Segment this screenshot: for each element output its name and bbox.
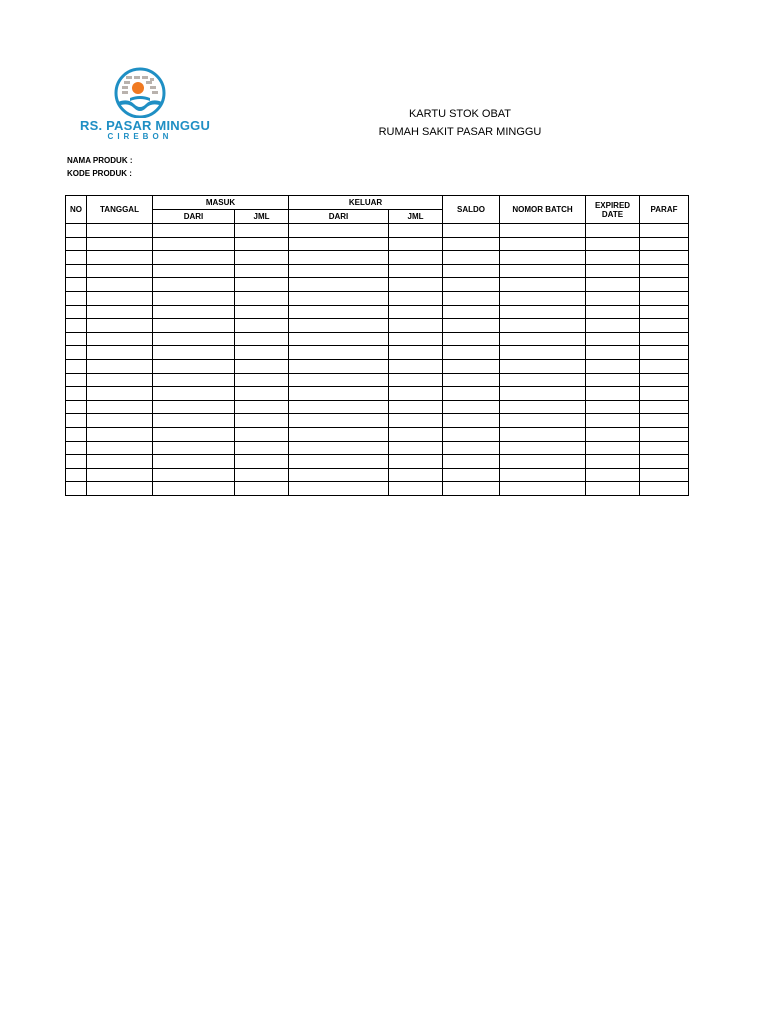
table-cell (66, 427, 87, 441)
table-cell (87, 373, 153, 387)
table-cell (235, 278, 289, 292)
table-cell (640, 414, 689, 428)
table-cell (586, 291, 640, 305)
table-cell (66, 319, 87, 333)
table-cell (289, 414, 389, 428)
logo-name: RS. PASAR MINGGU (80, 118, 211, 133)
table-cell (66, 400, 87, 414)
table-cell (87, 468, 153, 482)
table-row (66, 387, 689, 401)
table-cell (153, 264, 235, 278)
table-cell (289, 359, 389, 373)
table-cell (500, 237, 586, 251)
table-cell (389, 468, 443, 482)
table-cell (66, 346, 87, 360)
table-cell (500, 373, 586, 387)
header-saldo: SALDO (443, 196, 500, 224)
table-cell (289, 264, 389, 278)
table-cell (66, 482, 87, 496)
table-row (66, 224, 689, 238)
table-cell (153, 455, 235, 469)
logo-city: CIREBON (107, 132, 173, 141)
table-cell (66, 251, 87, 265)
table-cell (153, 468, 235, 482)
table-cell (640, 387, 689, 401)
table-cell (443, 264, 500, 278)
table-cell (443, 373, 500, 387)
table-cell (289, 224, 389, 238)
table-cell (235, 455, 289, 469)
table-cell (289, 427, 389, 441)
table-cell (289, 305, 389, 319)
table-cell (500, 441, 586, 455)
table-cell (153, 346, 235, 360)
stock-table-body (66, 224, 689, 496)
table-cell (66, 264, 87, 278)
table-cell (235, 400, 289, 414)
table-cell (87, 237, 153, 251)
table-row (66, 278, 689, 292)
table-cell (66, 455, 87, 469)
table-cell (66, 441, 87, 455)
table-row (66, 400, 689, 414)
table-cell (235, 251, 289, 265)
table-cell (586, 441, 640, 455)
table-cell (443, 278, 500, 292)
table-cell (87, 414, 153, 428)
table-cell (153, 251, 235, 265)
table-cell (640, 251, 689, 265)
document-subtitle: RUMAH SAKIT PASAR MINGGU (378, 126, 542, 138)
table-cell (500, 291, 586, 305)
table-cell (443, 332, 500, 346)
table-row (66, 346, 689, 360)
table-cell (235, 373, 289, 387)
table-cell (500, 482, 586, 496)
table-cell (389, 319, 443, 333)
table-cell (87, 319, 153, 333)
table-cell (443, 291, 500, 305)
table-cell (289, 373, 389, 387)
table-cell (235, 359, 289, 373)
table-cell (153, 278, 235, 292)
table-cell (389, 482, 443, 496)
table-cell (87, 482, 153, 496)
table-cell (289, 455, 389, 469)
table-cell (640, 319, 689, 333)
table-cell (443, 319, 500, 333)
table-cell (500, 319, 586, 333)
table-cell (500, 400, 586, 414)
table-cell (153, 291, 235, 305)
table-cell (153, 400, 235, 414)
table-row (66, 455, 689, 469)
table-cell (640, 346, 689, 360)
header-paraf: PARAF (640, 196, 689, 224)
document-title: KARTU STOK OBAT (408, 108, 512, 120)
table-cell (500, 332, 586, 346)
table-row (66, 441, 689, 455)
table-cell (443, 224, 500, 238)
table-cell (153, 414, 235, 428)
table-cell (235, 332, 289, 346)
table-cell (389, 427, 443, 441)
table-cell (153, 387, 235, 401)
table-cell (500, 264, 586, 278)
table-cell (586, 414, 640, 428)
header-nomor-batch: NOMOR BATCH (500, 196, 586, 224)
table-cell (389, 359, 443, 373)
hospital-emblem-icon (108, 66, 172, 118)
table-cell (289, 468, 389, 482)
table-cell (289, 319, 389, 333)
table-cell (443, 400, 500, 414)
table-row (66, 414, 689, 428)
table-row (66, 427, 689, 441)
table-cell (586, 427, 640, 441)
table-cell (389, 387, 443, 401)
kode-produk-label: KODE PRODUK : (67, 169, 132, 178)
table-row (66, 237, 689, 251)
table-cell (586, 387, 640, 401)
table-cell (66, 291, 87, 305)
table-row (66, 251, 689, 265)
table-row (66, 332, 689, 346)
table-cell (389, 346, 443, 360)
table-cell (500, 387, 586, 401)
table-cell (443, 468, 500, 482)
table-cell (640, 359, 689, 373)
table-cell (500, 468, 586, 482)
table-cell (586, 332, 640, 346)
table-cell (66, 237, 87, 251)
table-cell (289, 441, 389, 455)
table-cell (640, 237, 689, 251)
table-cell (289, 251, 389, 265)
table-cell (66, 224, 87, 238)
table-cell (389, 373, 443, 387)
table-cell (289, 237, 389, 251)
table-cell (153, 319, 235, 333)
header-no: NO (66, 196, 87, 224)
table-cell (87, 387, 153, 401)
table-cell (87, 332, 153, 346)
table-cell (500, 414, 586, 428)
header-masuk-dari: DARI (153, 210, 235, 224)
table-cell (640, 400, 689, 414)
table-cell (289, 291, 389, 305)
table-row (66, 291, 689, 305)
table-cell (640, 224, 689, 238)
table-cell (640, 427, 689, 441)
table-cell (235, 237, 289, 251)
table-cell (235, 264, 289, 278)
table-cell (389, 400, 443, 414)
table-cell (389, 237, 443, 251)
table-cell (87, 359, 153, 373)
table-cell (235, 468, 289, 482)
table-cell (586, 264, 640, 278)
table-cell (289, 332, 389, 346)
table-cell (87, 441, 153, 455)
table-cell (66, 278, 87, 292)
table-row (66, 359, 689, 373)
table-cell (235, 441, 289, 455)
table-cell (87, 291, 153, 305)
table-cell (87, 224, 153, 238)
table-cell (66, 468, 87, 482)
table-row (66, 264, 689, 278)
table-cell (586, 319, 640, 333)
table-cell (586, 373, 640, 387)
table-row (66, 373, 689, 387)
table-cell (153, 441, 235, 455)
table-cell (586, 305, 640, 319)
header-masuk-jml: JML (235, 210, 289, 224)
table-cell (640, 441, 689, 455)
header-expired-date: EXPIRED DATE (586, 196, 640, 224)
table-cell (66, 332, 87, 346)
header-masuk: MASUK (153, 196, 289, 210)
table-cell (66, 414, 87, 428)
table-cell (389, 305, 443, 319)
table-cell (66, 373, 87, 387)
table-cell (443, 359, 500, 373)
table-cell (586, 346, 640, 360)
table-cell (153, 305, 235, 319)
table-cell (500, 251, 586, 265)
header-keluar-dari: DARI (289, 210, 389, 224)
table-cell (443, 441, 500, 455)
table-cell (235, 482, 289, 496)
table-cell (640, 468, 689, 482)
table-row (66, 319, 689, 333)
table-cell (235, 387, 289, 401)
table-cell (87, 455, 153, 469)
table-cell (87, 264, 153, 278)
table-cell (586, 278, 640, 292)
table-cell (66, 387, 87, 401)
table-cell (87, 427, 153, 441)
table-cell (66, 359, 87, 373)
table-cell (235, 224, 289, 238)
table-cell (443, 251, 500, 265)
table-cell (389, 278, 443, 292)
table-cell (443, 387, 500, 401)
hospital-logo (80, 66, 211, 144)
table-cell (289, 346, 389, 360)
table-cell (586, 400, 640, 414)
table-cell (153, 373, 235, 387)
table-cell (153, 237, 235, 251)
header-keluar-jml: JML (389, 210, 443, 224)
table-cell (389, 291, 443, 305)
table-cell (500, 305, 586, 319)
table-cell (640, 291, 689, 305)
table-cell (87, 278, 153, 292)
table-cell (500, 278, 586, 292)
table-cell (586, 359, 640, 373)
table-cell (66, 305, 87, 319)
table-cell (389, 455, 443, 469)
table-cell (289, 387, 389, 401)
table-cell (640, 278, 689, 292)
table-cell (389, 224, 443, 238)
table-cell (586, 482, 640, 496)
table-cell (443, 237, 500, 251)
table-cell (289, 482, 389, 496)
table-cell (500, 224, 586, 238)
table-cell (500, 427, 586, 441)
table-cell (87, 305, 153, 319)
table-cell (443, 346, 500, 360)
stock-card-table (65, 195, 689, 496)
table-cell (153, 482, 235, 496)
table-cell (389, 441, 443, 455)
table-cell (586, 237, 640, 251)
table-cell (389, 251, 443, 265)
table-cell (235, 305, 289, 319)
table-cell (640, 264, 689, 278)
table-cell (443, 455, 500, 469)
table-cell (500, 359, 586, 373)
table-cell (640, 373, 689, 387)
header-keluar: KELUAR (289, 196, 443, 210)
table-cell (389, 264, 443, 278)
table-cell (289, 400, 389, 414)
table-cell (235, 427, 289, 441)
table-row (66, 468, 689, 482)
table-cell (640, 482, 689, 496)
table-cell (153, 224, 235, 238)
nama-produk-label: NAMA PRODUK : (67, 156, 133, 165)
table-cell (500, 455, 586, 469)
table-cell (640, 332, 689, 346)
table-cell (443, 482, 500, 496)
table-cell (500, 346, 586, 360)
table-cell (235, 319, 289, 333)
table-cell (443, 414, 500, 428)
table-row (66, 305, 689, 319)
table-cell (289, 278, 389, 292)
table-cell (586, 468, 640, 482)
table-cell (389, 414, 443, 428)
table-cell (235, 414, 289, 428)
table-cell (640, 305, 689, 319)
table-cell (586, 455, 640, 469)
table-cell (235, 346, 289, 360)
table-cell (153, 332, 235, 346)
header-tanggal: TANGGAL (87, 196, 153, 224)
table-cell (153, 427, 235, 441)
table-cell (586, 251, 640, 265)
table-cell (153, 359, 235, 373)
table-cell (443, 305, 500, 319)
table-row (66, 482, 689, 496)
table-cell (640, 455, 689, 469)
table-cell (87, 251, 153, 265)
table-cell (443, 427, 500, 441)
table-cell (235, 291, 289, 305)
table-cell (87, 346, 153, 360)
table-cell (389, 332, 443, 346)
table-cell (586, 224, 640, 238)
table-cell (87, 400, 153, 414)
